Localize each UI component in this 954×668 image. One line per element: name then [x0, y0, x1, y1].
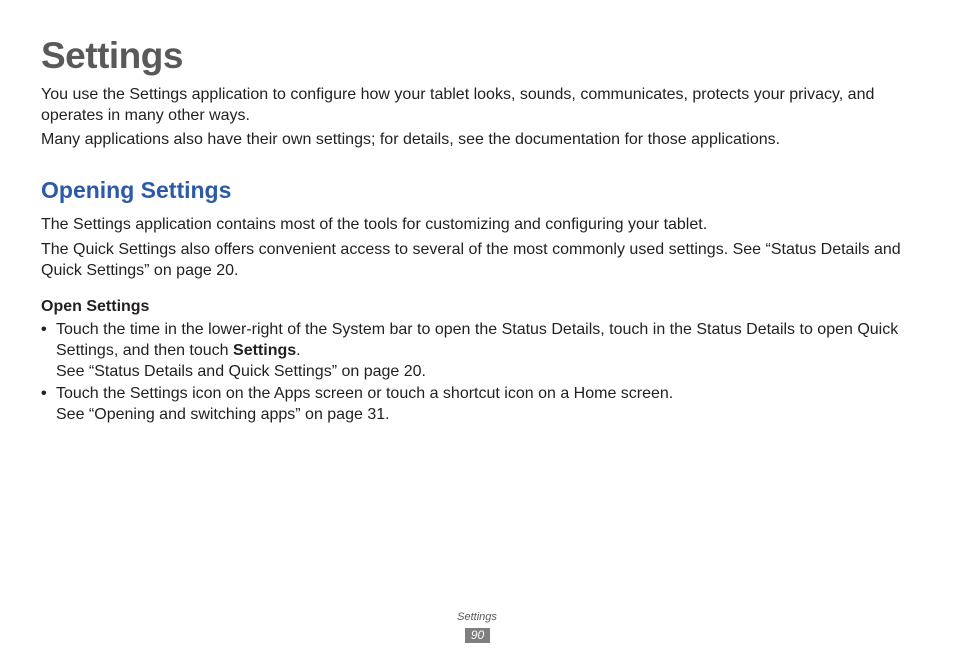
- subsection-heading: Open Settings: [41, 298, 150, 315]
- list-item-text-end: .: [296, 342, 301, 359]
- bullet-icon: •: [41, 321, 47, 338]
- section-paragraph: The Quick Settings also offers convenient access to several of the most commonly used settings. See “Status Details and Quick Settings” on page 20.: [41, 241, 901, 279]
- list-item-bold: Settings: [233, 342, 297, 359]
- page-reference: See “Opening and switching apps” on page 31.: [56, 406, 390, 423]
- section-heading: Opening Settings: [41, 177, 232, 203]
- section-paragraph: The Settings application contains most of the tools for customizing and configuring your tablet.: [41, 216, 708, 233]
- intro-text: [41, 84, 921, 153]
- bullet-icon: •: [41, 385, 47, 402]
- footer-section-label: Settings: [457, 611, 497, 623]
- instruction-list: [41, 319, 921, 426]
- intro-paragraph: Many applications also have their own settings; for details, see the documentation for those applications.: [41, 131, 781, 148]
- list-item: [41, 319, 921, 382]
- section-body: [41, 214, 921, 285]
- page-title: Settings: [41, 35, 183, 76]
- list-item: [41, 383, 921, 425]
- page-reference: See “Status Details and Quick Settings” on page 20.: [56, 363, 426, 380]
- page-number-badge: 90: [465, 628, 490, 643]
- list-item-text: Touch the Settings icon on the Apps screen or touch a shortcut icon on a Home screen.: [56, 385, 674, 402]
- intro-paragraph: You use the Settings application to configure how your tablet looks, sounds, communicates, protects your privacy, and operates in many other ways.: [41, 86, 875, 124]
- list-item-text: Touch the time in the lower-right of the System bar to open the Status Details, touch in the Status Details to open Quick Settings, and then touch: [56, 321, 899, 359]
